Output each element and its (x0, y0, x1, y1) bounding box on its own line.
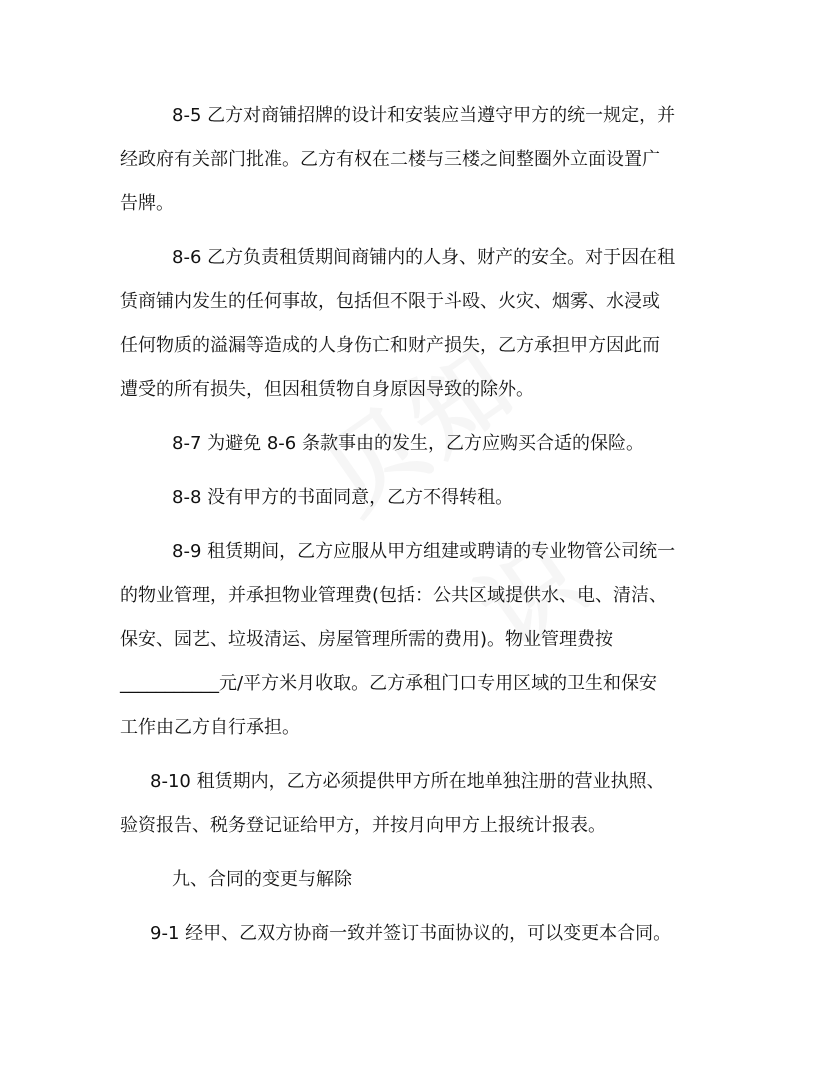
text-line: 8-10 租赁期内，乙方必须提供甲方所在地单独注册的营业执照、 (150, 771, 665, 792)
text-line: 赁商铺内发生的任何事故，包括但不限于斗殴、火灾、烟雾、水浸或 (120, 291, 660, 312)
section-heading: 九、合同的变更与解除 (172, 869, 352, 890)
text-line: ___________元/平方米月收取。乙方承租门口专用区域的卫生和保安 (120, 673, 658, 694)
text-line: 9-1 经甲、乙双方协商一致并签订书面协议的，可以变更本合同。 (150, 923, 672, 944)
text-line: 工作由乙方自行承担。 (120, 717, 300, 738)
text-line: 8-7 为避免 8-6 条款事由的发生，乙方应购买合适的保险。 (172, 433, 644, 454)
text-line: 的物业管理，并承担物业管理费(包括：公共区域提供水、电、清洁、 (120, 585, 668, 606)
text-line: 遭受的所有损失，但因租赁物自身原因导致的除外。 (120, 379, 534, 400)
text-line: 8-8 没有甲方的书面同意，乙方不得转租。 (172, 487, 514, 508)
text-line: 8-5 乙方对商铺招牌的设计和安装应当遵守甲方的统一规定，并 (172, 105, 676, 126)
text-line: 任何物质的溢漏等造成的人身伤亡和财产损失，乙方承担甲方因此而 (120, 335, 660, 356)
text-line: 告牌。 (120, 193, 174, 214)
text-line: 经政府有关部门批准。乙方有权在二楼与三楼之间整圈外立面设置广 (120, 149, 660, 170)
text-line: 保安、园艺、垃圾清运、房屋管理所需的费用)。物业管理费按 (120, 629, 614, 650)
text-line: 验资报告、税务登记证给甲方，并按月向甲方上报统计报表。 (120, 815, 606, 836)
text-line: 8-6 乙方负责租赁期间商铺内的人身、财产的安全。对于因在租 (172, 247, 676, 268)
text-line: 8-9 租赁期间，乙方应服从甲方组建或聘请的专业物管公司统一 (172, 541, 676, 562)
